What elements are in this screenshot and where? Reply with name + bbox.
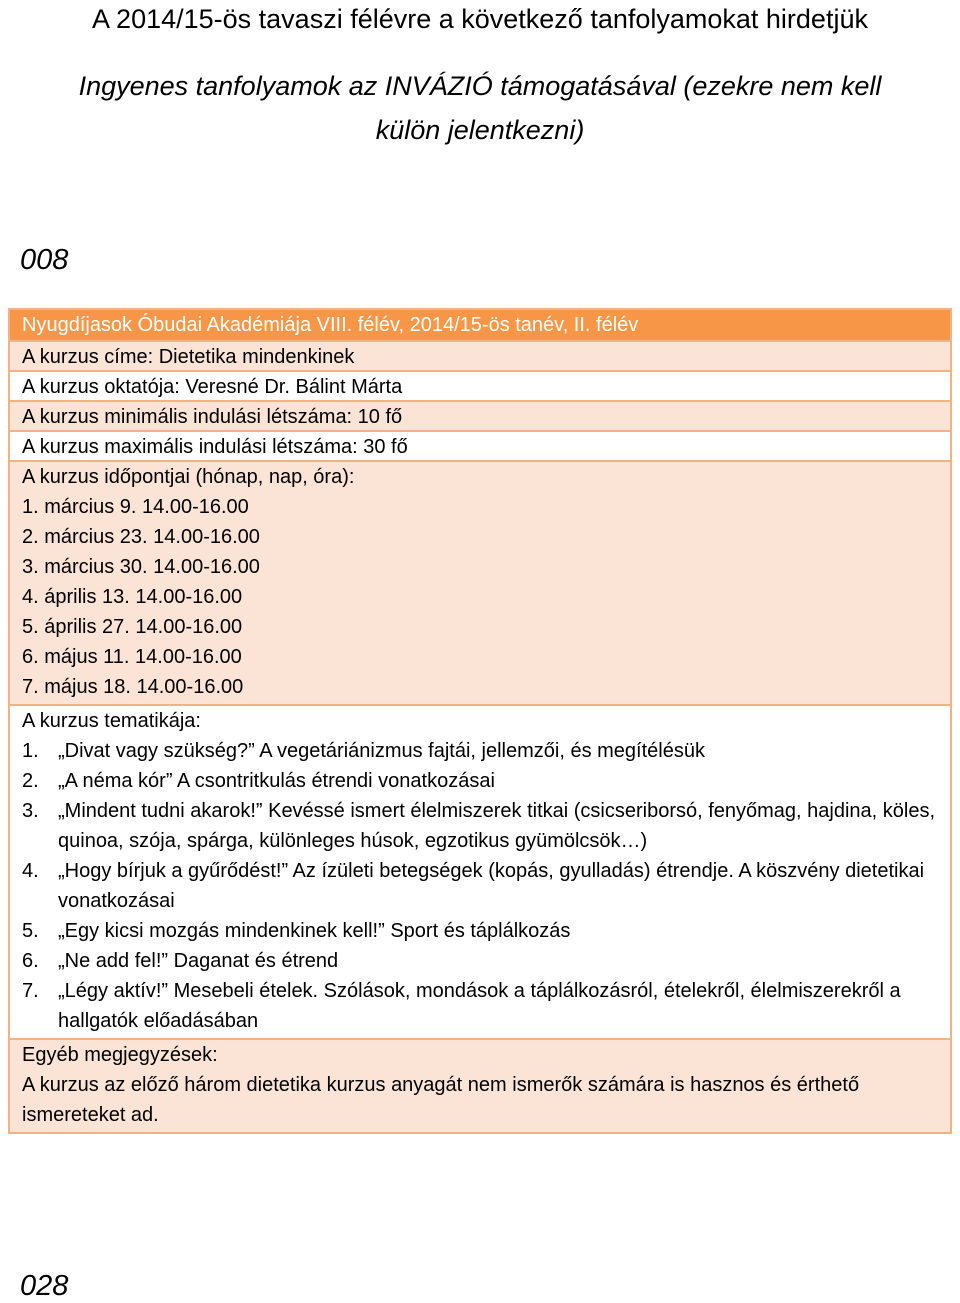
topic-number: 7.	[22, 980, 39, 1002]
topic-text: „Egy kicsi mozgás mindenkinek kell!” Sport és táplálkozás	[58, 920, 571, 942]
date-item: 7. május 18. 14.00-16.00	[22, 676, 244, 698]
topic-number: 3.	[22, 800, 39, 822]
topic-text: „Ne add fel!” Daganat és étrend	[58, 950, 339, 972]
topic-item	[22, 946, 938, 976]
course-notes	[10, 1038, 950, 1132]
topic-number: 2.	[22, 770, 39, 792]
notes-label: Egyéb megjegyzések:	[22, 1044, 218, 1066]
date-item: 4. április 13. 14.00-16.00	[22, 586, 243, 608]
topic-text: „A néma kór” A csontritkulás étrendi vonatkozásai	[58, 770, 495, 792]
topic-text: „Divat vagy szükség?” A vegetáriánizmus fajtái, jellemzői, és megítélésük	[58, 740, 705, 762]
course-table	[8, 308, 952, 1134]
course-teacher: A kurzus oktatója: Veresné Dr. Bálint Márta	[10, 370, 950, 400]
topic-item	[22, 766, 938, 796]
topic-item	[22, 976, 938, 1036]
topic-number: 4.	[22, 860, 39, 882]
course-title: A kurzus címe: Dietetika mindenkinek	[10, 340, 950, 370]
subtitle-line: Ingyenes tanfolyamok az INVÁZIÓ támogatásával (ezekre nem kell	[78, 71, 882, 101]
next-course-code: 028	[20, 1270, 69, 1302]
course-header: Nyugdíjasok Óbudai Akadémiája VIII. félév, 2014/15-ös tanév, II. félév	[10, 310, 950, 340]
date-item: 3. március 30. 14.00-16.00	[22, 556, 260, 578]
topic-text: „Légy aktív!” Mesebeli ételek. Szólások, mondások a táplálkozásról, ételekről, élelmiszerekről a hallgatók előadásában	[58, 980, 901, 1032]
page-subtitle	[0, 64, 960, 152]
notes-text: A kurzus az előző három dietetika kurzus anyagát nem ismerők számára is hasznos és érthető ismereteket ad.	[22, 1074, 860, 1126]
dates-label: A kurzus időpontjai (hónap, nap, óra):	[22, 466, 355, 488]
date-item: 2. március 23. 14.00-16.00	[22, 526, 260, 548]
date-item: 6. május 11. 14.00-16.00	[22, 646, 242, 668]
course-topics	[10, 704, 950, 1038]
page-title: A 2014/15-ös tavaszi félévre a következő tanfolyamokat hirdetjük	[92, 4, 868, 34]
topic-item	[22, 856, 938, 916]
topic-number: 6.	[22, 950, 39, 972]
course-code: 008	[20, 244, 69, 276]
subtitle-line: külön jelentkezni)	[375, 115, 585, 145]
topic-text: „Hogy bírjuk a gyűrődést!” Az ízületi betegségek (kopás, gyulladás) étrendje. A köszvény dietetikai vonatkozásai	[58, 860, 925, 912]
topic-item	[22, 736, 938, 766]
topic-number: 1.	[22, 740, 39, 762]
date-item: 5. április 27. 14.00-16.00	[22, 616, 243, 638]
topic-item	[22, 916, 938, 946]
topic-number: 5.	[22, 920, 39, 942]
course-dates	[10, 460, 950, 704]
date-item: 1. március 9. 14.00-16.00	[22, 496, 249, 518]
topic-text: „Mindent tudni akarok!” Kevéssé ismert élelmiszerek titkai (csicseriborsó, fenyőmag, hajdina, köles, quinoa, szója, spárga, különleges húsok, egzotikus gyümölcsök…)	[58, 800, 936, 852]
topic-item	[22, 796, 938, 856]
course-max-participants: A kurzus maximális indulási létszáma: 30 fő	[10, 430, 950, 460]
topics-label: A kurzus tematikája:	[22, 710, 201, 732]
course-min-participants: A kurzus minimális indulási létszáma: 10 fő	[10, 400, 950, 430]
